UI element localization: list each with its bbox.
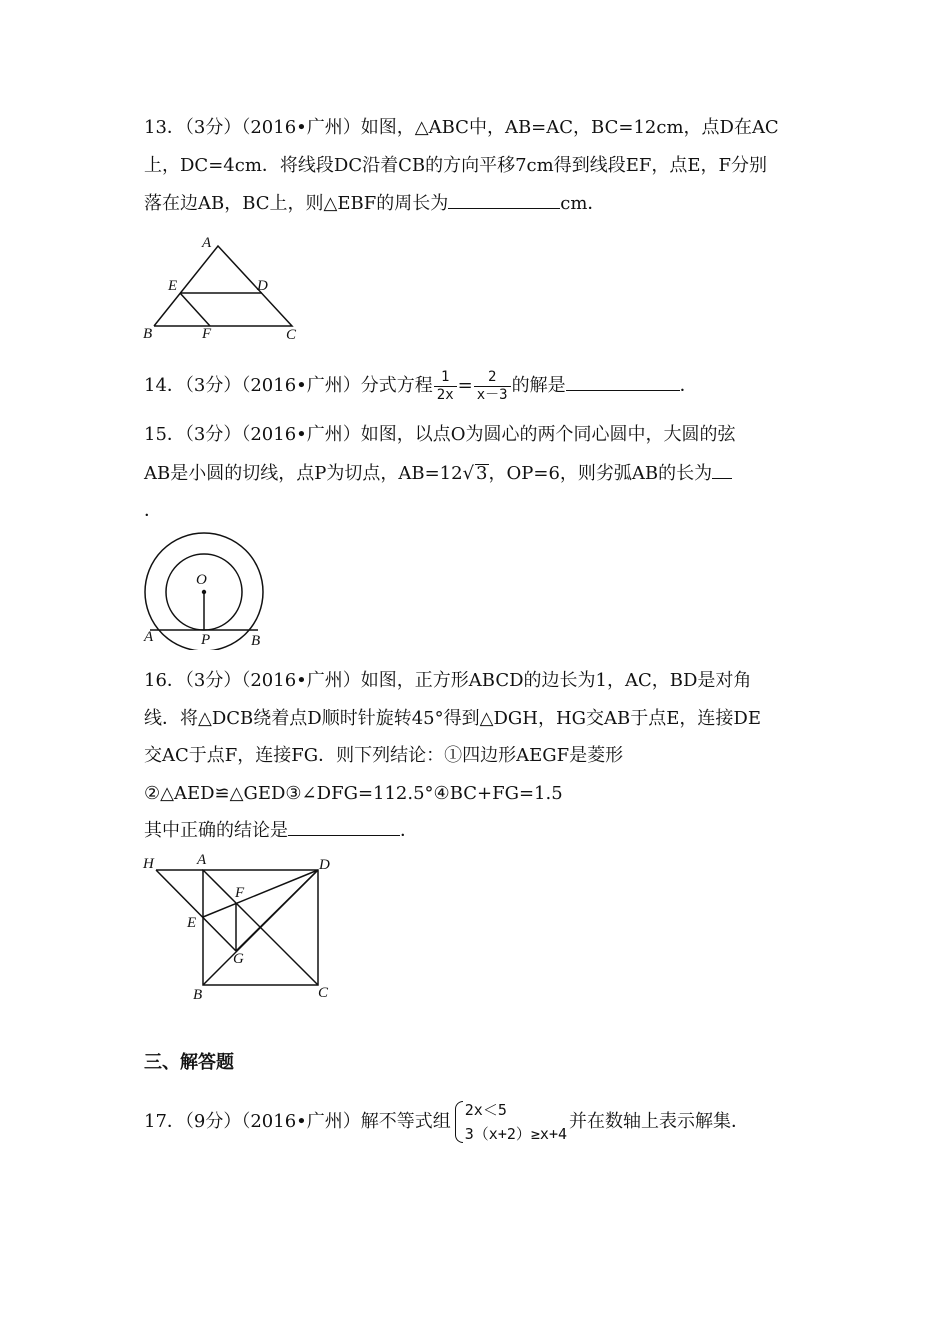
sqrt-symbol: √	[462, 463, 475, 484]
q16-label-H: H	[143, 856, 154, 872]
q17-inequality-1: 2x＜5	[464, 1101, 507, 1119]
q15-label-P: P	[201, 632, 211, 648]
q13-unit: cm．	[560, 193, 606, 214]
q17-text: 17．（9分）（2016•广州）解不等式组	[144, 1111, 451, 1132]
q16-label-G: G	[233, 951, 244, 967]
q15-label-A: A	[144, 629, 154, 645]
q14-frac1-num: 1	[434, 369, 457, 387]
section-heading: 三、解答题	[144, 1052, 234, 1073]
q15-sqrt-value: 3	[476, 463, 488, 484]
q16-square-figure	[138, 848, 338, 1003]
q15-line-3: ．	[144, 500, 162, 521]
q16-line-4: ②△AED≌△GED③∠DFG=112.5°④BC+FG=1.5	[144, 783, 563, 804]
q16-line-5	[144, 817, 418, 844]
q14-fraction-2	[474, 369, 511, 404]
q14-text: 14．（3分）（2016•广州）分式方程	[144, 375, 433, 396]
q16-label-D: D	[319, 857, 330, 873]
q13-label-A: A	[202, 235, 212, 251]
q13-label-E: E	[168, 278, 178, 294]
q15-answer-blank	[712, 460, 732, 479]
q14-fraction-1	[434, 369, 457, 404]
q16-answer-blank	[288, 817, 400, 836]
q16-label-E: E	[187, 915, 197, 931]
q14-frac1-den: 2x	[436, 386, 454, 403]
q13-label-D: D	[257, 278, 268, 294]
q13-line-3	[144, 190, 605, 217]
q16-line-5-text: 其中正确的结论是	[144, 820, 288, 841]
q16-label-C: C	[318, 985, 329, 1001]
q15-line-2	[144, 460, 732, 487]
q14-answer-blank	[566, 372, 680, 391]
q13-line-1: 13．（3分）（2016•广州）如图，△ABC中，AB=AC，BC=12cm，点D在AC	[144, 117, 779, 138]
q15-line-2-text: AB是小圆的切线，点P为切点，AB=12	[144, 463, 463, 484]
q13-label-F: F	[202, 326, 212, 342]
q15-label-O: O	[196, 572, 207, 588]
q13-line-3-text: 落在边AB，BC上，则△EBF的周长为	[144, 193, 449, 214]
q15-label-B: B	[251, 633, 261, 649]
q13-label-B: B	[143, 326, 153, 342]
q15-circles-figure	[138, 530, 273, 650]
q16-line-1: 16．（3分）（2016•广州）如图，正方形ABCD的边长为1，AC，BD是对角	[144, 670, 752, 691]
q13-label-C: C	[286, 327, 297, 343]
q14-end: ．	[679, 375, 698, 396]
q15-line-1: 15．（3分）（2016•广州）如图，以点O为圆心的两个同心圆中，大圆的弦	[144, 424, 736, 445]
q14-equals: =	[457, 375, 473, 396]
q14-frac2-den: x－3	[476, 386, 508, 403]
q17-text-post: 并在数轴上表示解集．	[569, 1111, 750, 1132]
q16-label-B: B	[193, 987, 203, 1003]
q15-line-2-post: ，OP=6，则劣弧AB的长为	[488, 463, 713, 484]
q14-line	[144, 366, 698, 406]
q17-inequality-system	[453, 1098, 567, 1146]
q17-inequality-2: 3（x+2）≥x+4	[464, 1125, 568, 1143]
q13-triangle-figure	[140, 232, 310, 344]
q16-line-2: 线．将△DCB绕着点D顺时针旋转45°得到△DGH，HG交AB于点E，连接DE	[144, 708, 761, 729]
q16-end: ．	[400, 820, 418, 841]
q14-text-post: 的解是	[511, 375, 566, 396]
q13-line-2: 上，DC=4cm．将线段DC沿着CB的方向平移7cm得到线段EF，点E，F分别	[144, 155, 767, 176]
q16-label-A: A	[197, 852, 207, 868]
q16-line-3: 交AC于点F，连接FG．则下列结论：①四边形AEGF是菱形	[144, 745, 624, 766]
q13-answer-blank	[448, 190, 560, 209]
q16-label-F: F	[235, 885, 245, 901]
q17-line	[144, 1094, 749, 1150]
q14-frac2-num: 2	[474, 369, 511, 387]
